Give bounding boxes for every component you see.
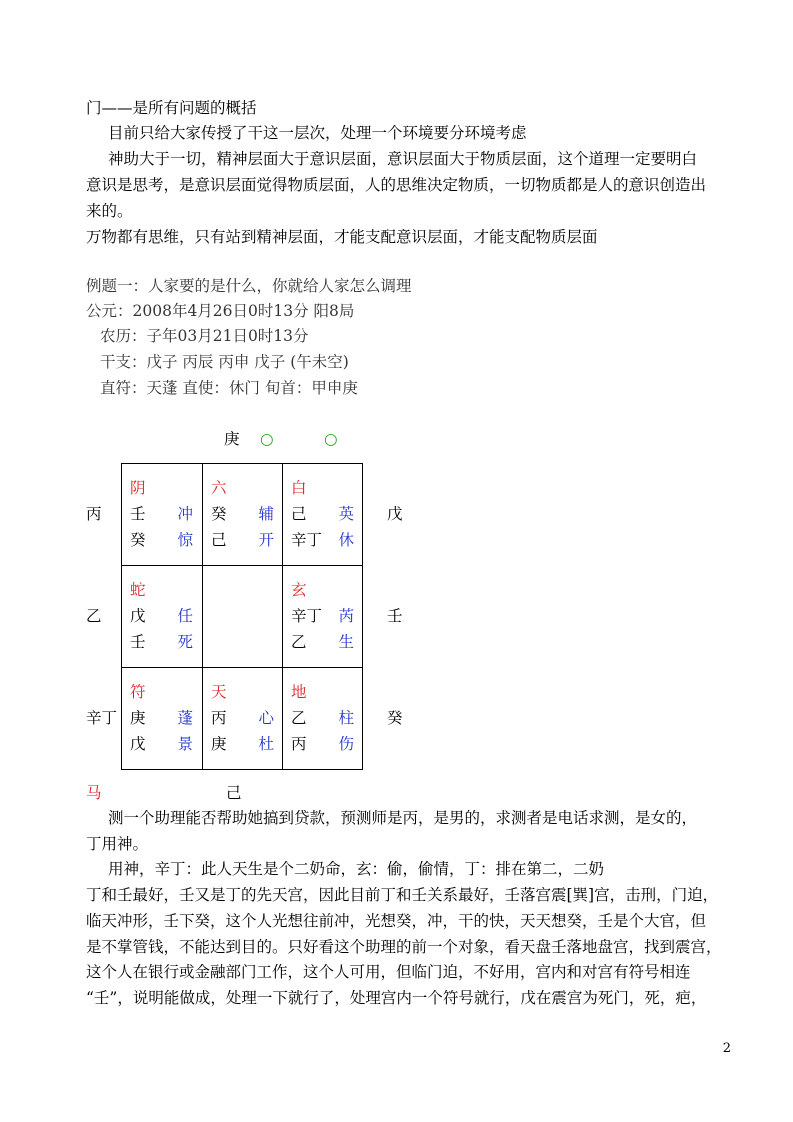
palace-stem: 丙 — [291, 735, 307, 753]
palace-cell — [121, 463, 201, 565]
palace-god: 白 — [291, 479, 307, 497]
left-label: 乙 — [86, 607, 102, 625]
heading-line: 门——是所有问题的概括 — [86, 99, 257, 117]
palace-stem: 乙 — [291, 633, 307, 651]
palace-god: 符 — [130, 683, 146, 701]
palace-god: 六 — [211, 479, 227, 497]
palace-door: 开 — [258, 531, 274, 549]
palace-stem: 戊 — [130, 735, 146, 753]
palace-star: 心 — [258, 709, 274, 727]
palace-cell — [121, 565, 201, 667]
left-label: 辛丁 — [86, 709, 118, 727]
palace-cell — [282, 463, 362, 565]
palace-stem: 己 — [291, 505, 307, 523]
gongyuan-date: 公元：2008年4月26日0时13分 阳8局 — [86, 302, 355, 320]
text-line: 用神，辛丁：此人天生是个二奶命，玄：偷，偷情，丁：排在第二，二奶 — [108, 860, 605, 878]
palace-stem: 壬 — [130, 633, 146, 651]
zhifu: 直符：天蓬 直使：休门 旬首：甲申庚 — [100, 379, 358, 397]
palace-cell — [282, 565, 362, 667]
text-line: 临天冲形，壬下癸，这个人光想往前冲，光想癸，冲，干的快，天天想癸，壬是个大官，但 — [86, 912, 707, 930]
text-line: 目前只给大家传授了干这一层次，处理一个环境要分环境考虑 — [108, 124, 527, 142]
palace-stem: 壬 — [130, 505, 146, 523]
page-number: 2 — [722, 1041, 731, 1056]
palace-stem: 丙 — [211, 709, 227, 727]
text-line: 是不掌管钱，不能达到目的。只好看这个助理的前一个对象，看天盘壬落地盘宫，找到震宫， — [86, 938, 722, 956]
left-label: 丙 — [86, 505, 102, 523]
text-line: 意识是思考，是意识层面觉得物质层面，人的思维决定物质，一切物质都是人的意识创造出 — [86, 176, 707, 194]
text-line: 来的。 — [86, 202, 133, 220]
palace-god: 天 — [211, 683, 227, 701]
top-circle-2: ○ — [324, 430, 338, 448]
palace-stem: 庚 — [130, 709, 146, 727]
palace-cell — [121, 667, 201, 769]
palace-door: 景 — [177, 735, 193, 753]
palace-stem: 己 — [211, 531, 227, 549]
chart-top-label: 庚 — [224, 430, 240, 448]
right-label: 壬 — [387, 607, 403, 625]
palace-god: 蛇 — [130, 581, 146, 599]
example-title: 例题一：人家要的是什么，你就给人家怎么调理 — [86, 277, 412, 295]
palace-cell — [282, 667, 362, 769]
palace-star: 冲 — [177, 505, 193, 523]
palace-star: 辅 — [258, 505, 274, 523]
palace-door: 杜 — [258, 735, 274, 753]
palace-god: 玄 — [291, 581, 307, 599]
right-label: 戊 — [387, 505, 403, 523]
text-line: 这个人在银行或金融部门工作，这个人可用，但临门迫，不好用，宫内和对宫有符号相连 — [86, 963, 691, 981]
palace-star: 蓬 — [177, 709, 193, 727]
palace-star: 芮 — [338, 607, 354, 625]
palace-stem: 癸 — [211, 505, 227, 523]
palace-cell-center — [202, 565, 282, 667]
palace-stem: 辛丁 — [291, 531, 323, 549]
palace-stem: 癸 — [130, 531, 146, 549]
palace-stem: 戊 — [130, 607, 146, 625]
palace-door: 生 — [338, 633, 354, 651]
palace-door: 休 — [338, 531, 354, 549]
palace-god: 阴 — [130, 479, 146, 497]
chart-bottom-label: 己 — [226, 784, 242, 802]
top-circle-1: ○ — [260, 430, 274, 448]
palace-door: 死 — [177, 633, 193, 651]
right-label: 癸 — [387, 709, 403, 727]
qimen-chart — [121, 463, 363, 769]
palace-stem: 辛丁 — [291, 607, 323, 625]
text-line: 神助大于一切，精神层面大于意识层面，意识层面大于物质层面，这个道理一定要明白 — [108, 150, 698, 168]
ganzhi: 干支：戊子 丙辰 丙申 戊子 (午未空) — [100, 353, 349, 371]
palace-star: 任 — [177, 607, 193, 625]
nongli-date: 农历：子年03月21日0时13分 — [100, 327, 309, 345]
text-line: 丁和壬最好，壬又是丁的先天宫，因此目前丁和壬关系最好，壬落宫震[巽]宫，击刑，门迫， — [86, 886, 719, 904]
palace-door: 伤 — [338, 735, 354, 753]
palace-cell — [202, 667, 282, 769]
text-line: 万物都有思维，只有站到精神层面，才能支配意识层面，才能支配物质层面 — [86, 228, 598, 246]
palace-star: 柱 — [338, 709, 354, 727]
text-line: 测一个助理能否帮助她搞到贷款，预测师是丙，是男的，求测者是电话求测，是女的， — [108, 809, 698, 827]
palace-door: 惊 — [177, 531, 193, 549]
palace-cell — [202, 463, 282, 565]
text-line: “壬”，说明能做成，处理一下就行了，处理宫内一个符号就行，戊在震宫为死门，死，疤， — [86, 989, 707, 1007]
palace-god: 地 — [291, 683, 307, 701]
horse-label: 马 — [86, 784, 102, 802]
palace-stem: 乙 — [291, 709, 307, 727]
text-line: 丁用神。 — [86, 835, 149, 853]
palace-star: 英 — [338, 505, 354, 523]
palace-stem: 庚 — [211, 735, 227, 753]
